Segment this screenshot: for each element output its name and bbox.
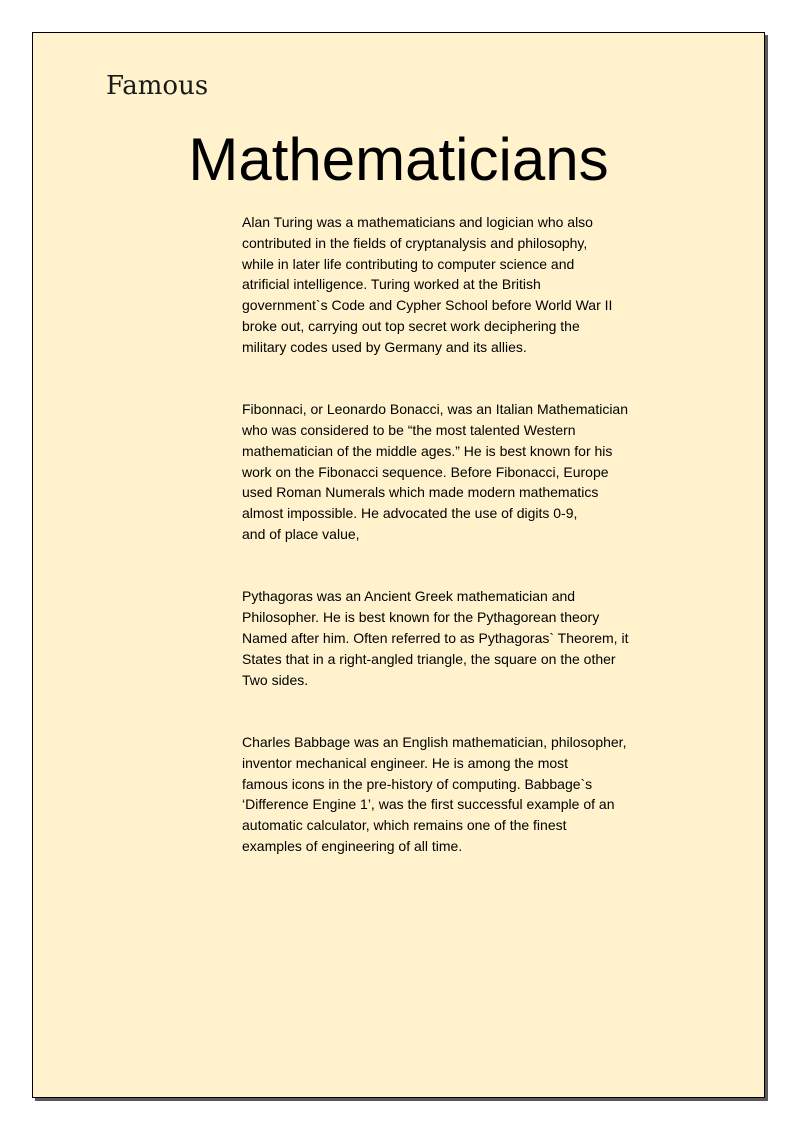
text-line: and of place value, [242,525,360,542]
text-line: famous icons in the pre-history of computing. Babbage`s [242,775,593,792]
text-line: Two sides. [242,671,309,688]
text-line: Pythagoras was an Ancient Greek mathematician and [242,588,576,605]
document-page [32,32,765,1098]
paragraph-charles-babbage [242,732,642,857]
text-line: almost impossible. He advocated the use of digits 0-9, [242,505,578,522]
text-line: automatic calculator, which remains one of the finest [242,817,567,834]
paragraph-pythagoras [242,586,642,690]
document-subtitle: Famous [106,71,209,101]
text-line: Philosopher. He is best known for the Pythagorean theory [242,609,600,626]
text-line: Charles Babbage was an English mathematician, philosopher, [242,733,627,750]
text-line: examples of engineering of all time. [242,837,463,854]
text-line: used Roman Numerals which made modern mathematics [242,484,599,501]
text-line: who was considered to be “the most talented Western [242,421,576,438]
text-line: States that in a right-angled triangle, the square on the other [242,650,616,667]
paragraph-fibonacci [242,399,642,545]
text-line: Named after him. Often referred to as Pythagoras` Theorem, it [242,629,629,646]
paragraph-spacer [242,690,642,732]
text-line: military codes used by Germany and its allies. [242,338,527,355]
paragraph-spacer [242,358,642,400]
document-title: Mathematicians [188,126,609,193]
text-line: work on the Fibonacci sequence. Before Fibonacci, Europe [242,463,609,480]
text-line: broke out, carrying out top secret work deciphering the [242,317,580,334]
text-line: Fibonnaci, or Leonardo Bonacci, was an Italian Mathematician [242,401,628,418]
document-body [242,212,642,857]
text-line: government`s Code and Cypher School before World War II [242,297,613,314]
text-line: mathematician of the middle ages.” He is best known for his [242,442,613,459]
text-line: contributed in the fields of cryptanalysis and philosophy, [242,234,588,251]
paragraph-spacer [242,545,642,587]
text-line: Alan Turing was a mathematicians and logician who also [242,214,593,230]
text-line: while in later life contributing to computer science and [242,255,575,272]
text-line: inventor mechanical engineer. He is among the most [242,754,569,771]
text-line: atrificial intelligence. Turing worked at the British [242,276,541,293]
text-line: ‘Difference Engine 1’, was the first successful example of an [242,796,615,813]
paragraph-alan-turing [242,212,642,358]
